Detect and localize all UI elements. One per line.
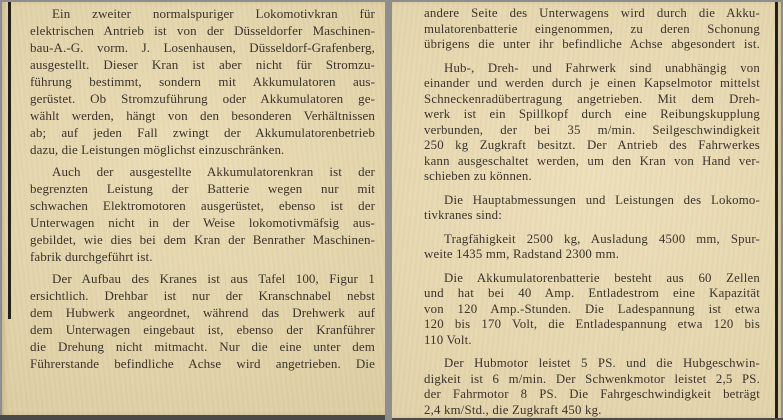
text-line: weite 1435 mm, Radstand 2300 mm. [424,247,620,261]
text-line: von 120 Amp.-Stunden. Die Ladespannung ist etwa [424,301,760,316]
text-line: Tragfähigkeit 2500 kg, Ausladung 4500 mm, Spur- [444,231,760,246]
text-line: Die Hauptabmessungen und Leistungen des Lokomo- [444,192,760,207]
scan-edge-bottom-left [0,415,385,420]
left-page-scan [2,2,385,415]
column-rule-right [775,2,778,418]
text-line: wählt werden, hängt von den besonderen Verhältnissen [30,108,375,123]
text-line: Ein zweiter normalspuriger Lokomotivkran für [52,6,375,21]
text-line: Der Aufbau des Kranes ist aus Tafel 100, Figur 1 [52,271,375,286]
column-rule-left [8,2,11,319]
text-line: andere Seite des Unterwagens wird durch die Akku- [424,6,760,20]
paragraph [424,193,760,224]
left-text-column [30,5,375,372]
text-line: tivkranes sind: [424,208,502,222]
paragraph [30,270,375,372]
paragraph [424,232,760,263]
text-line: der Fahrmotor 8 PS. Die Fahrgeschwindigkeit beträgt [424,387,760,401]
right-text-column [424,6,760,418]
paragraph [424,271,760,349]
text-line: ab; auf jeden Fall zwingt der Akkumulatorenbetrieb [30,125,375,140]
text-line: elektrischen Antrieb ist von der Düsseldorfer Maschinen- [30,23,375,38]
text-line: Unterwagen nicht in der Weise lokomotivmäfsig aus- [30,215,375,230]
text-line: gerüstet. Ob Stromzuführung oder Akkumulatoren ge- [30,91,375,106]
paragraph [30,163,375,265]
text-line: dem Unterwagen eingebaut ist, ebenso der Kranführer [30,322,375,337]
text-line: Hub-, Dreh- und Fahrwerk sind unabhängig von [444,60,760,75]
text-line: Die Akkumulatorenbatterie besteht aus 60 Zellen [444,270,760,285]
text-line: bau-A.-G. vorm. J. Losenhausen, Düsseldorf-Grafenberg, [30,40,375,55]
paragraph [424,61,760,185]
text-line: dem Hubwerk angeordnet, während das Drehwerk auf [30,305,375,320]
text-line: begrenzten Leistung der Batterie wegen nur mit [30,181,375,196]
text-line: Auch der ausgestellte Akkumulatorenkran ist der [52,164,375,179]
text-line: führung bestimmt, sondern mit Akkumulatoren aus- [30,74,375,89]
right-page-scan [392,2,781,418]
text-line: die Drehung nicht mitmacht. Nur die eine unter dem [30,339,375,354]
text-line: Führerstande befindliche Achse wird angetrieben. Die [30,356,375,371]
text-line: digkeit ist 6 m/min. Der Schwenkmotor leistet 2,5 PS. [424,371,760,386]
text-line: 110 Volt. [424,332,472,347]
text-line: fabrik durchgeführt ist. [30,249,153,264]
text-line: verbunden, der bei 35 m/min. Seilgeschwindigkeit [424,122,760,137]
text-line: ausgestellt. Dieser Kran ist aber nicht für Stromzu- [30,57,375,72]
paragraph [30,5,375,158]
text-line: 2,4 km/Std., die Zugkraft 450 kg. [424,402,602,417]
text-line: einander und werden durch je einen Kapselmotor mittelst [424,76,760,90]
text-line: dazu, die Leistungen möglichst einzuschränken. [30,142,285,157]
text-line: und hat bei 40 Amp. Entladestrom eine Kapazität [424,286,760,300]
text-line: kann ausgeschaltet werden, um den Kran von Hand ver- [424,153,760,168]
paragraph [424,356,760,418]
text-line: Schneckenradübertragung angetrieben. Mit dem Dreh- [424,91,760,106]
text-line: gebildet, wie dies bei dem Kran der Benrather Maschinen- [30,232,375,247]
text-line: 120 bis 170 Volt, die Entladespannung etwa 120 bis [424,317,760,331]
text-line: Der Hubmotor leistet 5 PS. und die Hubgeschwin- [444,356,760,370]
text-line: übrigens die unter ihr befindliche Achse abgesondert ist. [424,37,760,51]
text-line: mulatorenbatterie eingenommen, zu deren Schonung [424,21,760,36]
text-line: 250 kg Zugkraft besitzt. Der Antrieb des Fahrwerkes [424,138,760,152]
paragraph [424,6,760,53]
text-line: ersichtlich. Drehbar ist nur der Kranschnabel nebst [30,288,375,303]
text-line: schwachen Elektromotoren ausgerüstet, ebenso ist der [30,198,375,213]
text-line: werk ist ein Spillkopf durch eine Reibungskupplung [424,107,760,121]
text-line: schieben zu können. [424,169,532,183]
